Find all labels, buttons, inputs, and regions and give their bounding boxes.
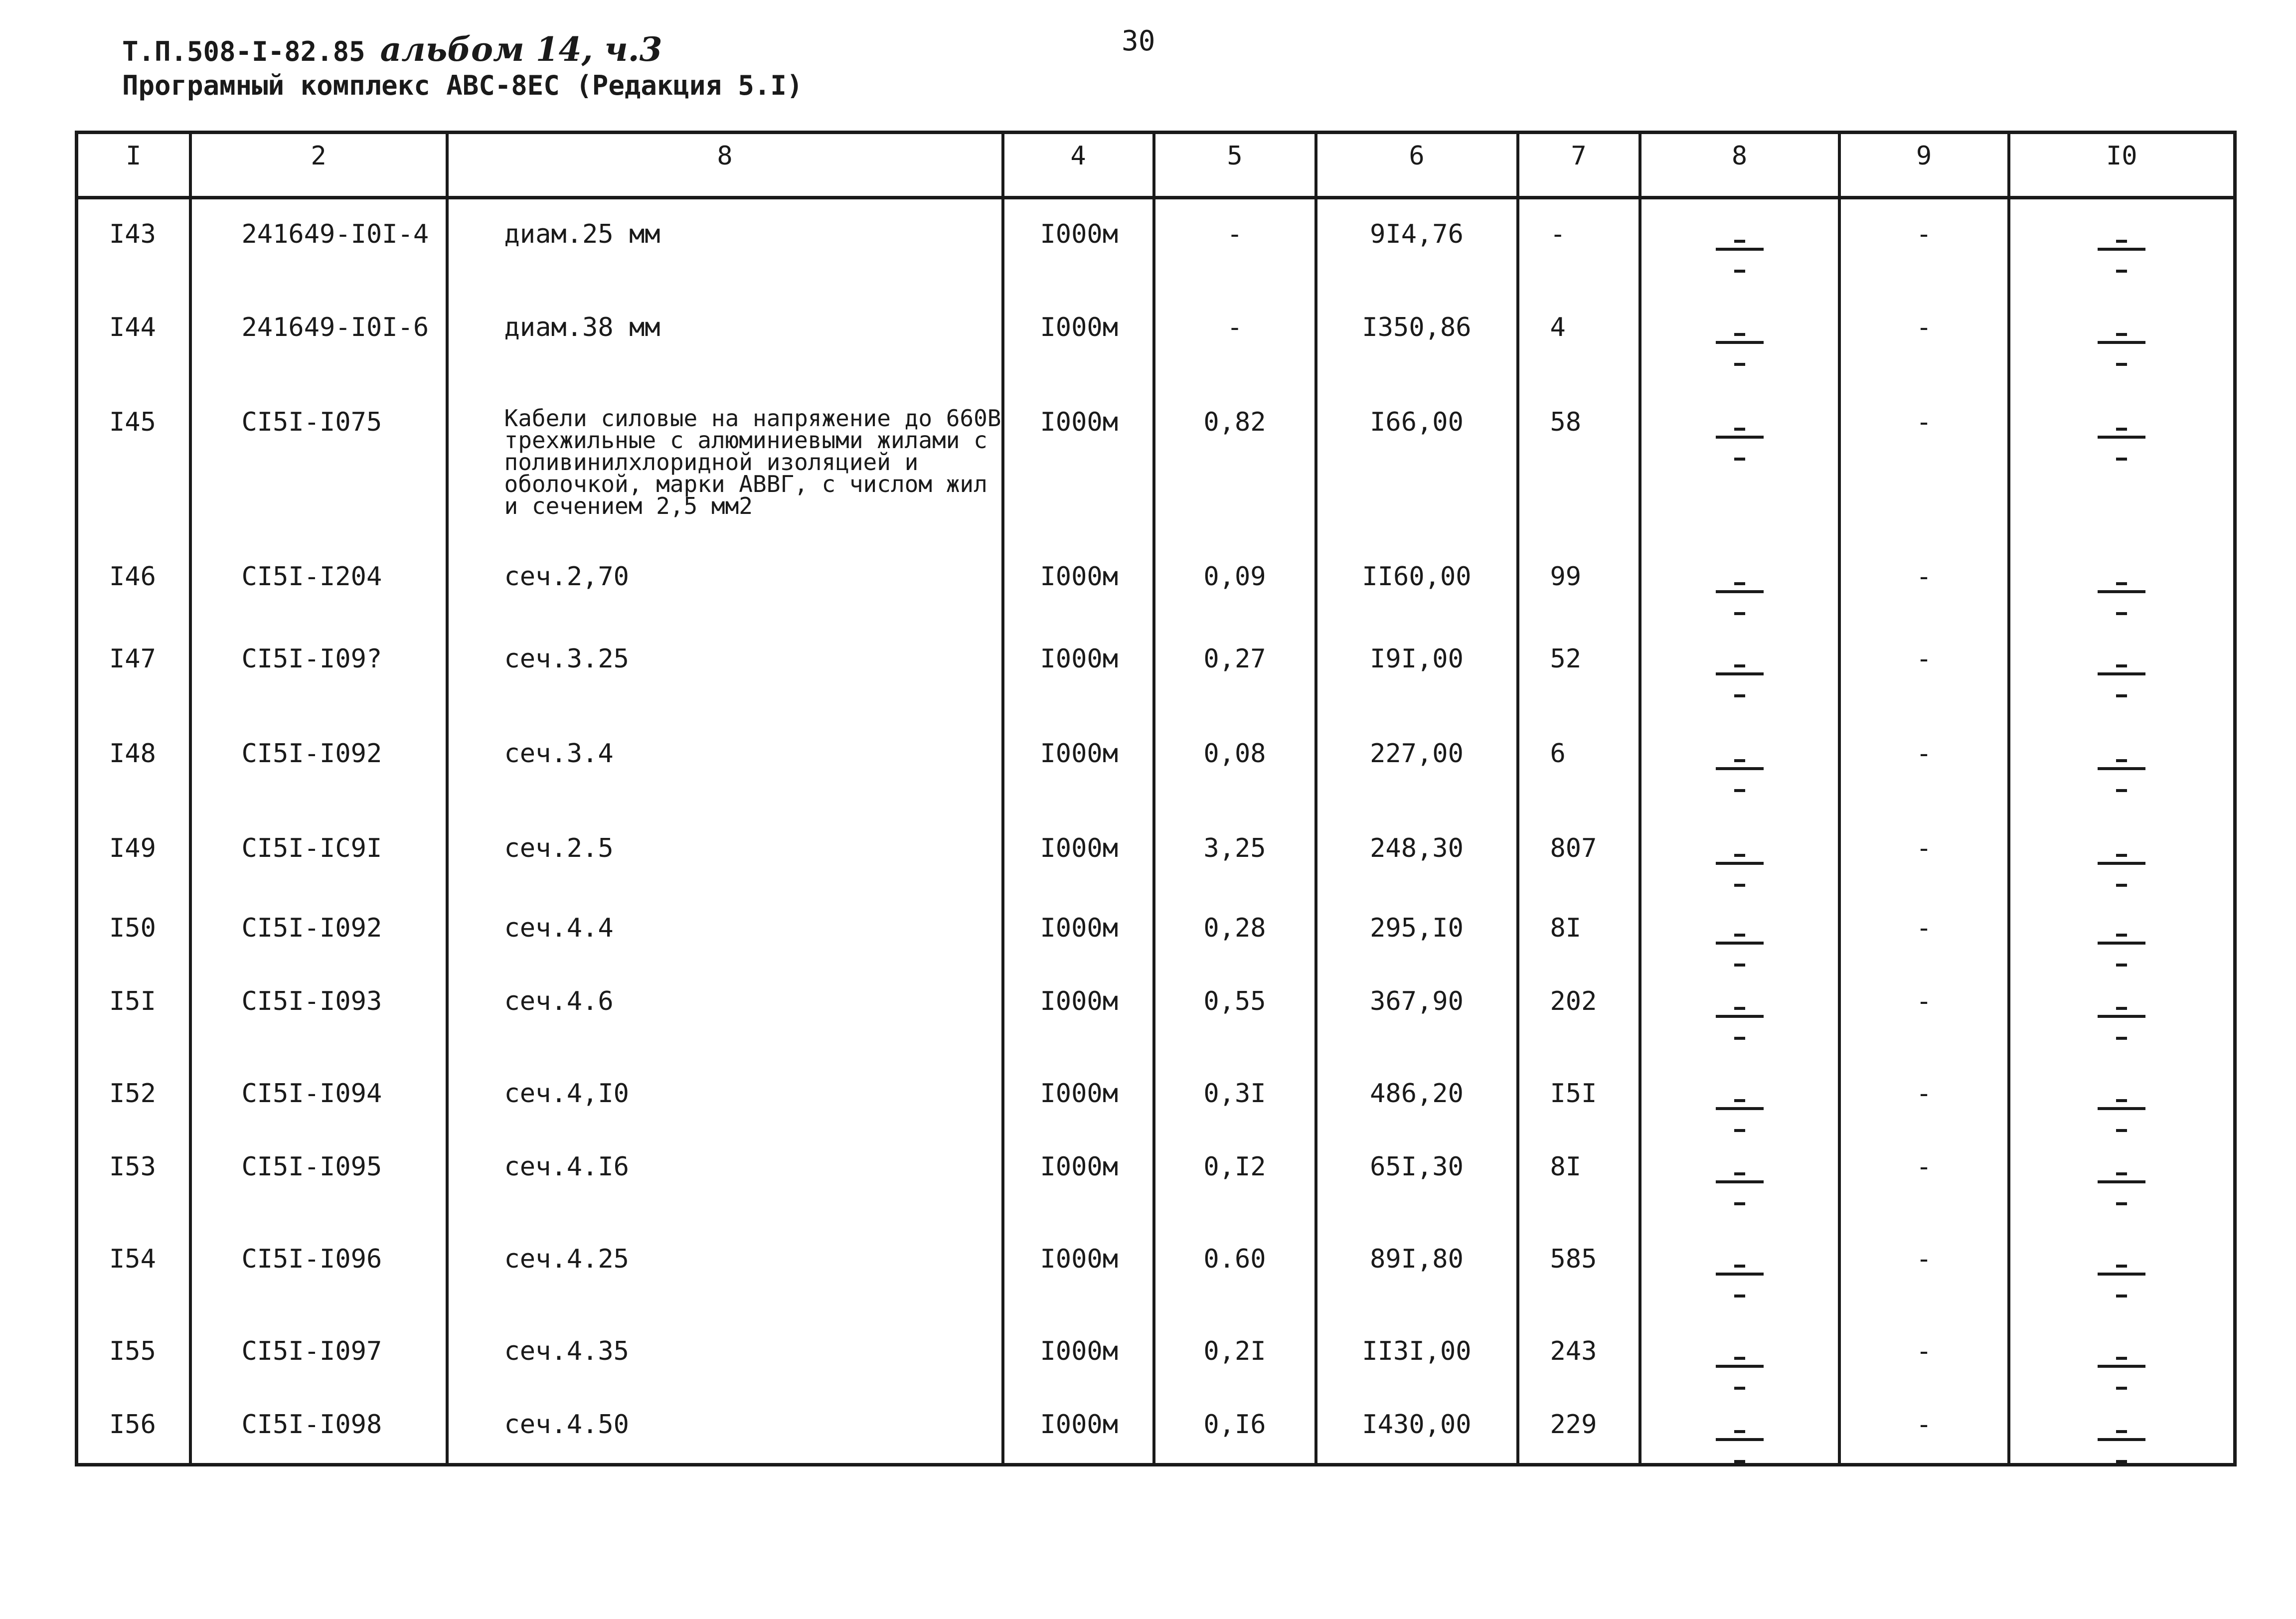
cell-c10 bbox=[2009, 719, 2235, 813]
cell-c3 bbox=[447, 198, 1003, 293]
cell-c2: CI5I-I204 bbox=[190, 542, 447, 624]
cell-c8 bbox=[1640, 624, 1839, 719]
cell-c2: CI5I-I09? bbox=[190, 624, 447, 719]
cell-c8 bbox=[1640, 1224, 1839, 1316]
cell-c4: I000м bbox=[1003, 813, 1154, 893]
cell-c9: - bbox=[1839, 198, 2009, 293]
cell-c3 bbox=[447, 624, 1003, 719]
cell-value bbox=[1739, 1089, 1740, 1090]
dash-fraction bbox=[2098, 230, 2145, 273]
cell-c3 bbox=[447, 719, 1003, 813]
table-row bbox=[77, 293, 2235, 387]
cell-c1: I50 bbox=[77, 893, 190, 967]
description-text: сеч.4,I0 bbox=[504, 1078, 629, 1109]
cell-c5: - bbox=[1154, 293, 1316, 387]
cell-c10 bbox=[2009, 1059, 2235, 1132]
table-row bbox=[77, 813, 2235, 893]
cell-c1: I53 bbox=[77, 1132, 190, 1224]
cell-c1: I49 bbox=[77, 813, 190, 893]
cell-c4: I000м bbox=[1003, 1132, 1154, 1224]
cell-c10 bbox=[2009, 293, 2235, 387]
cell-c3 bbox=[447, 387, 1003, 542]
description-text: диам.25 мм bbox=[504, 219, 660, 249]
cell-c7: 99 bbox=[1518, 542, 1640, 624]
cell-c7: 58 bbox=[1518, 387, 1640, 542]
dash-fraction bbox=[1716, 572, 1764, 615]
cell-c10 bbox=[2009, 624, 2235, 719]
dash-fraction bbox=[1716, 924, 1764, 967]
cell-c6: I350,86 bbox=[1316, 293, 1518, 387]
cell-c5: 0,55 bbox=[1154, 967, 1316, 1059]
cell-c10 bbox=[2009, 813, 2235, 893]
dash-fraction bbox=[1716, 1347, 1764, 1390]
cell-c5: 0,08 bbox=[1154, 719, 1316, 813]
description-text: Кабели силовые на напряжение до 660В трехжильные с алюминиевыми жилами с поливинилхлоридной изоляцией и оболочкой, марки АВВГ, с числом жил и сечением 2,5 мм2 bbox=[504, 404, 1001, 519]
cell-c9: - bbox=[1839, 1224, 2009, 1316]
cell-c6: I66,00 bbox=[1316, 387, 1518, 542]
cell-c1: I56 bbox=[77, 1390, 190, 1465]
table-row bbox=[77, 967, 2235, 1059]
column-header-row bbox=[77, 133, 2235, 198]
cell-c7: - bbox=[1518, 198, 1640, 293]
cell-value bbox=[1739, 749, 1740, 750]
cell-c2: CI5I-I097 bbox=[190, 1316, 447, 1390]
cell-c1: I45 bbox=[77, 387, 190, 542]
cell-c7: 585 bbox=[1518, 1224, 1640, 1316]
document-code-line bbox=[122, 30, 662, 69]
cell-c8 bbox=[1640, 542, 1839, 624]
program-line: Програмный комплекс АВС-8ЕС (Редакция 5.I) bbox=[122, 70, 803, 101]
cell-c2: CI5I-I075 bbox=[190, 387, 447, 542]
cell-c3 bbox=[447, 293, 1003, 387]
cell-c6: 9I4,76 bbox=[1316, 198, 1518, 293]
table-row bbox=[77, 387, 2235, 542]
cell-value bbox=[1739, 572, 1740, 573]
cell-c10 bbox=[2009, 1224, 2235, 1316]
cell-c8 bbox=[1640, 1059, 1839, 1132]
dash-fraction bbox=[2098, 323, 2145, 366]
cell-c9: - bbox=[1839, 813, 2009, 893]
cell-c4: I000м bbox=[1003, 387, 1154, 542]
cell-c5: 0,3I bbox=[1154, 1059, 1316, 1132]
cell-c5: 0.60 bbox=[1154, 1224, 1316, 1316]
dash-fraction bbox=[1716, 997, 1764, 1040]
cell-c6: II60,00 bbox=[1316, 542, 1518, 624]
cell-c1: I52 bbox=[77, 1059, 190, 1132]
column-header: 8 bbox=[1640, 133, 1839, 198]
cell-c6: 295,I0 bbox=[1316, 893, 1518, 967]
dash-fraction bbox=[2098, 1162, 2145, 1205]
table-row bbox=[77, 1132, 2235, 1224]
cell-c10 bbox=[2009, 967, 2235, 1059]
cell-c7: 52 bbox=[1518, 624, 1640, 719]
dash-fraction bbox=[2098, 749, 2145, 792]
dash-fraction bbox=[1716, 1255, 1764, 1297]
dash-fraction bbox=[2098, 572, 2145, 615]
cell-c4: I000м bbox=[1003, 1224, 1154, 1316]
page-number: 30 bbox=[1122, 25, 1155, 57]
dash-fraction bbox=[1716, 749, 1764, 792]
cell-value bbox=[1739, 1162, 1740, 1163]
cell-c2: CI5I-I096 bbox=[190, 1224, 447, 1316]
dash-fraction bbox=[2098, 418, 2145, 461]
cell-c10 bbox=[2009, 1132, 2235, 1224]
table-row bbox=[77, 198, 2235, 293]
cell-c4: I000м bbox=[1003, 1059, 1154, 1132]
cell-c4: I000м bbox=[1003, 293, 1154, 387]
cell-c1: I5I bbox=[77, 967, 190, 1059]
dash-fraction bbox=[1716, 1089, 1764, 1132]
cell-value bbox=[1739, 1420, 1740, 1421]
cell-c7: 807 bbox=[1518, 813, 1640, 893]
dash-fraction bbox=[1716, 844, 1764, 887]
cell-c3 bbox=[447, 1224, 1003, 1316]
dash-fraction bbox=[2098, 844, 2145, 887]
cell-c1: I55 bbox=[77, 1316, 190, 1390]
cell-c4: I000м bbox=[1003, 893, 1154, 967]
description-text: сеч.4.4 bbox=[504, 913, 614, 943]
cell-c3 bbox=[447, 1390, 1003, 1465]
cell-c2: 241649-I0I-4 bbox=[190, 198, 447, 293]
cell-c2: CI5I-I094 bbox=[190, 1059, 447, 1132]
cell-value bbox=[1739, 323, 1740, 324]
column-header: I0 bbox=[2009, 133, 2235, 198]
cell-c6: 89I,80 bbox=[1316, 1224, 1518, 1316]
cell-c10 bbox=[2009, 542, 2235, 624]
cell-c8 bbox=[1640, 1132, 1839, 1224]
cell-c5: - bbox=[1154, 198, 1316, 293]
description-text: сеч.4.50 bbox=[504, 1409, 629, 1440]
cell-c2: CI5I-I093 bbox=[190, 967, 447, 1059]
dash-fraction bbox=[2098, 924, 2145, 967]
dash-fraction bbox=[1716, 654, 1764, 697]
cell-c9: - bbox=[1839, 1132, 2009, 1224]
cell-c5: 0,82 bbox=[1154, 387, 1316, 542]
cell-c5: 0,I2 bbox=[1154, 1132, 1316, 1224]
dash-fraction bbox=[1716, 323, 1764, 366]
dash-fraction bbox=[2098, 997, 2145, 1040]
column-header: 9 bbox=[1839, 133, 2009, 198]
cell-c6: II3I,00 bbox=[1316, 1316, 1518, 1390]
cell-c10 bbox=[2009, 387, 2235, 542]
cell-c10 bbox=[2009, 1316, 2235, 1390]
table-body bbox=[77, 198, 2235, 1465]
cell-c5: 0,I6 bbox=[1154, 1390, 1316, 1465]
cell-c8 bbox=[1640, 1390, 1839, 1465]
table-row bbox=[77, 1224, 2235, 1316]
cell-c2: 241649-I0I-6 bbox=[190, 293, 447, 387]
cell-c7: 4 bbox=[1518, 293, 1640, 387]
table-row bbox=[77, 542, 2235, 624]
cell-c6: 248,30 bbox=[1316, 813, 1518, 893]
cell-c4: I000м bbox=[1003, 624, 1154, 719]
cell-c7: 6 bbox=[1518, 719, 1640, 813]
cell-c9: - bbox=[1839, 387, 2009, 542]
cell-c2: CI5I-I098 bbox=[190, 1390, 447, 1465]
cell-c8 bbox=[1640, 198, 1839, 293]
cell-c3 bbox=[447, 893, 1003, 967]
cell-c9: - bbox=[1839, 624, 2009, 719]
cell-c9: - bbox=[1839, 1316, 2009, 1390]
column-header: 6 bbox=[1316, 133, 1518, 198]
cell-c4: I000м bbox=[1003, 542, 1154, 624]
cell-c10 bbox=[2009, 893, 2235, 967]
cell-c3 bbox=[447, 542, 1003, 624]
cell-c6: 227,00 bbox=[1316, 719, 1518, 813]
column-header: 2 bbox=[190, 133, 447, 198]
cell-c9: - bbox=[1839, 1059, 2009, 1132]
cell-c7: 202 bbox=[1518, 967, 1640, 1059]
cell-c8 bbox=[1640, 1316, 1839, 1390]
document-code: Т.П.508-I-82.85 bbox=[122, 36, 365, 67]
description-text: сеч.4.25 bbox=[504, 1244, 629, 1274]
handwritten-note: альбом 14, ч.3 bbox=[380, 30, 662, 69]
table-row bbox=[77, 1059, 2235, 1132]
cell-c7: I5I bbox=[1518, 1059, 1640, 1132]
dash-fraction bbox=[2098, 1347, 2145, 1390]
cell-c2: CI5I-I095 bbox=[190, 1132, 447, 1224]
cell-c1: I43 bbox=[77, 198, 190, 293]
description-text: сеч.4.I6 bbox=[504, 1151, 629, 1182]
cell-c6: 65I,30 bbox=[1316, 1132, 1518, 1224]
dash-fraction bbox=[1716, 230, 1764, 273]
cell-c9: - bbox=[1839, 967, 2009, 1059]
dash-fraction bbox=[2098, 1089, 2145, 1132]
cell-c1: I44 bbox=[77, 293, 190, 387]
description-text: сеч.4.6 bbox=[504, 986, 614, 1016]
cell-c3 bbox=[447, 967, 1003, 1059]
description-text: сеч.2.5 bbox=[504, 833, 614, 863]
cell-c6: I430,00 bbox=[1316, 1390, 1518, 1465]
column-header: I bbox=[77, 133, 190, 198]
cell-c9: - bbox=[1839, 293, 2009, 387]
column-header: 8 bbox=[447, 133, 1003, 198]
dash-fraction bbox=[1716, 1162, 1764, 1205]
cell-c6: 486,20 bbox=[1316, 1059, 1518, 1132]
cell-c2: CI5I-IC9I bbox=[190, 813, 447, 893]
cell-c9: - bbox=[1839, 1390, 2009, 1465]
cell-c10 bbox=[2009, 198, 2235, 293]
description-text: сеч.4.35 bbox=[504, 1336, 629, 1366]
table-row bbox=[77, 893, 2235, 967]
cell-c8 bbox=[1640, 719, 1839, 813]
cell-c5: 0,27 bbox=[1154, 624, 1316, 719]
cell-c3 bbox=[447, 1059, 1003, 1132]
dash-fraction bbox=[2098, 654, 2145, 697]
dash-fraction bbox=[1716, 418, 1764, 461]
cell-c4: I000м bbox=[1003, 1316, 1154, 1390]
cell-c4: I000м bbox=[1003, 1390, 1154, 1465]
description-text: сеч.3.4 bbox=[504, 738, 614, 769]
table-row bbox=[77, 1390, 2235, 1465]
cell-c10 bbox=[2009, 1390, 2235, 1465]
cell-c4: I000м bbox=[1003, 719, 1154, 813]
dash-fraction bbox=[1716, 1420, 1764, 1463]
cell-c1: I47 bbox=[77, 624, 190, 719]
dash-fraction bbox=[2098, 1255, 2145, 1297]
cell-c8 bbox=[1640, 813, 1839, 893]
spec-table bbox=[75, 131, 2237, 1466]
cell-c1: I54 bbox=[77, 1224, 190, 1316]
cell-c5: 0,2I bbox=[1154, 1316, 1316, 1390]
column-header: 7 bbox=[1518, 133, 1640, 198]
cell-c7: 243 bbox=[1518, 1316, 1640, 1390]
cell-c8 bbox=[1640, 967, 1839, 1059]
cell-c3 bbox=[447, 1316, 1003, 1390]
cell-c4: I000м bbox=[1003, 967, 1154, 1059]
cell-c9: - bbox=[1839, 719, 2009, 813]
column-header: 5 bbox=[1154, 133, 1316, 198]
cell-c3 bbox=[447, 813, 1003, 893]
cell-c7: 229 bbox=[1518, 1390, 1640, 1465]
cell-c4: I000м bbox=[1003, 198, 1154, 293]
description-text: сеч.3.25 bbox=[504, 644, 629, 674]
cell-c7: 8I bbox=[1518, 1132, 1640, 1224]
cell-c5: 0,28 bbox=[1154, 893, 1316, 967]
description-text: диам.38 мм bbox=[504, 312, 660, 342]
table-row bbox=[77, 1316, 2235, 1390]
cell-c8 bbox=[1640, 893, 1839, 967]
cell-c5: 3,25 bbox=[1154, 813, 1316, 893]
cell-c2: CI5I-I092 bbox=[190, 893, 447, 967]
cell-c3 bbox=[447, 1132, 1003, 1224]
cell-c5: 0,09 bbox=[1154, 542, 1316, 624]
cell-value bbox=[1739, 654, 1740, 655]
cell-c8 bbox=[1640, 387, 1839, 542]
cell-c6: I9I,00 bbox=[1316, 624, 1518, 719]
cell-c1: I48 bbox=[77, 719, 190, 813]
cell-c7: 8I bbox=[1518, 893, 1640, 967]
cell-c6: 367,90 bbox=[1316, 967, 1518, 1059]
cell-c1: I46 bbox=[77, 542, 190, 624]
dash-fraction bbox=[2098, 1420, 2145, 1463]
description-text: сеч.2,70 bbox=[504, 561, 629, 592]
cell-c9: - bbox=[1839, 893, 2009, 967]
table-row bbox=[77, 719, 2235, 813]
cell-c9: - bbox=[1839, 542, 2009, 624]
cell-c2: CI5I-I092 bbox=[190, 719, 447, 813]
column-header: 4 bbox=[1003, 133, 1154, 198]
table-row bbox=[77, 624, 2235, 719]
cell-c8 bbox=[1640, 293, 1839, 387]
